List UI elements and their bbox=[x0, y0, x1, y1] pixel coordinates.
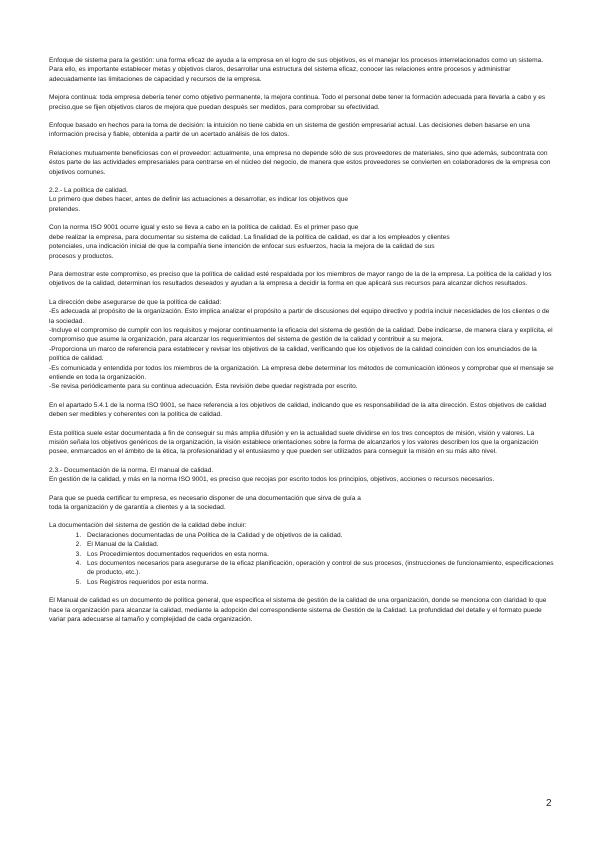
text-line: debe realizar la empresa, para documentar su sistema de calidad. La finalidad de la política de calidad, es dar a los empleados y clientes bbox=[49, 233, 450, 241]
section-documentacion bbox=[49, 466, 555, 485]
paragraph-certificar bbox=[49, 494, 555, 513]
text-line: Para que se pueda certificar tu empresa, es necesario disponer de una documentación que sirva de guía a bbox=[49, 494, 361, 502]
text-line: Con la norma ISO 9001 ocurre igual y esto se lleva a cabo en la política de calidad. Es el primer paso que bbox=[49, 224, 359, 232]
list-item: 2. El Manual de la Calidad. bbox=[83, 540, 555, 549]
direccion-item: -Es adecuada al propósito de la organización. Esto implica analizar el propósito a partir de discusiones del equipo directivo y podría incluir necesidades de los clientes o de la sociedad. bbox=[49, 308, 550, 325]
section-heading-2-2: 2.2.- La política de calidad. bbox=[49, 187, 128, 195]
paragraph-enfoque-sistema: Enfoque de sistema para la gestión: una forma eficaz de ayuda a la empresa en el logro de sus objetivos, es el manejar los procesos interrelacionados como un sistema. Para ello, es importante establecer metas y objetivos claros, desarrollar una estructura del sistema eficaz, conocer las relaciones entre procesos y administrar adecuadamente las limitaciones de capacidad y recursos de la empresa. bbox=[49, 57, 544, 83]
paragraph-iso-9001 bbox=[49, 223, 555, 261]
list-item: 3. Los Procedimientos documentados requeridos en esta norma. bbox=[83, 550, 555, 559]
direccion-item: -Incluye el compromiso de cumplir con los requisitos y mejorar continuamente la eficacia del sistema de gestión de la calidad. Debe indicarse, de manera clara y explícita, el compromiso que asume la organización, para alcanzar los requerimientos del sistema de gestión de la calidad y contribuir a su mejora. bbox=[49, 326, 553, 344]
paragraph-direccion bbox=[49, 298, 555, 392]
section-heading-2-3: 2.3.- Documentación de la norma. El manual de calidad. bbox=[49, 466, 214, 474]
list-item: 5. Los Registros requeridos por esta norma. bbox=[83, 578, 555, 587]
text-line: Lo primero que debes hacer, antes de definir las actuaciones a desarrollar, es indicar los objetivos que bbox=[49, 196, 349, 204]
section-politica-calidad-intro bbox=[49, 186, 555, 214]
document-body bbox=[49, 56, 555, 634]
list-intro: La documentación del sistema de gestión de la calidad debe incluir: bbox=[49, 522, 247, 530]
page-number: 2 bbox=[546, 798, 552, 809]
paragraph-mision-vision-valores: Esta política suele estar documentada a fin de conseguir su más amplia difusión y en la actualidad suele dividirse en los tres conceptos de misión, visión y valores. La misión señala los objetivos genéricos de la organización, la visión establece orientaciones sobre la forma de alcanzarlos y los valores describen los que la organización posee, enmarcados en el ámbito de la ética, la profesionalidad y el entusiasmo y que pueden ser utilizados para conseguir la misión en su más alto nivel. bbox=[49, 429, 539, 456]
paragraph-relaciones-proveedor: Relaciones mutuamente beneficiosas con el proveedor: actualmente, una empresa no depende sólo de sus proveedores de materiales, sino que además, subcontrata con éstos parte de las actividades empresariales para centrarse en el núcleo del negocio, de manera que estos proveedores se convierten en colaboradores de la empresa con objetivos comunes. bbox=[49, 149, 551, 176]
documentacion-body: En gestión de la calidad, y más en la norma ISO 9001, es preciso que recojas por escrito todos los principios, objetivos, acciones o recursos necesarios. bbox=[49, 476, 495, 484]
direccion-item: -Proporciona un marco de referencia para establecer y revisar los objetivos de la calidad, verificando que los objetivos de la calidad coinciden con los enunciados de la política de calidad. bbox=[49, 345, 537, 363]
direccion-item: -Se revisa periódicamente para su continua adecuación. Esta revisión debe quedar registrada por escrito. bbox=[49, 383, 358, 391]
list-item: 4. Los documentos necesarios para asegurarse de la eficaz planificación, operación y control de sus procesos, (instrucciones de funcionamiento, especificaciones de producto, etc.). bbox=[83, 559, 555, 578]
documentation-list bbox=[49, 531, 555, 587]
paragraph-apartado-541: En el apartado 5.4.1 de la norma ISO 9001, se hace referencia a los objetivos de calidad, indicando que es responsabilidad de la alta dirección. Estos objetivos de calidad deben ser medibles y coherentes con la política de calidad. bbox=[49, 401, 547, 419]
direccion-intro: La dirección debe asegurarse de que la política de calidad: bbox=[49, 298, 222, 306]
text-line: pretendes. bbox=[49, 205, 81, 213]
paragraph-mejora-continua: Mejora continua: toda empresa debería tener como objetivo permanente, la mejora continua. Todo el personal debe tener la formación adecuada para llevarla a cabo y es preciso,que se fijen objetivos claros de mejora que puedan después ser medidos, para comprobar su efectividad. bbox=[49, 94, 546, 111]
direccion-item: -Es comunicada y entendida por todos los miembros de la organización. La empresa debe determinar los métodos de comunicación idóneos y comprobar que el mensaje se entiende en toda la organización. bbox=[49, 364, 554, 381]
paragraph-compromiso: Para demostrar este compromiso, es preciso que la política de calidad esté respaldada por los miembros de mayor rango de la de la empresa. La política de la calidad y los objetivos de la calidad, determinan los resultados deseados y ayudan a la empresa a decidir la forma en que aplicará sus recursos para alcanzar dichos resultados. bbox=[49, 270, 552, 288]
text-line: potenciales, una indicación inicial de que la compañía tiene intención de enfocar sus esfuerzos, hacia la mejora de la calidad de sus bbox=[49, 243, 435, 251]
documentation-list-block bbox=[49, 521, 555, 587]
paragraph-enfoque-hechos: Enfoque basado en hechos para la toma de decisión: la intuición no tiene cabida en un sistema de gestión empresarial actual. Las decisiones deben basarse en una información precisa y fiable, obtenida a partir de un acertado análisis de los datos. bbox=[49, 122, 530, 139]
list-item: 1. Declaraciones documentadas de una Política de la Calidad y de objetivos de la calidad. bbox=[83, 531, 555, 540]
text-line: toda la organización y de garantía a clientes y a la sociedad. bbox=[49, 504, 226, 512]
text-line: procesos y productos. bbox=[49, 252, 114, 260]
paragraph-manual-calidad: El Manual de calidad es un documento de política general, que especifica el sistema de gestión de la calidad de una organización, donde se menciona con claridad lo que hace la organización para alcanzar la calidad, mediante la adopción del correspondiente sistema de Gestión de la Calidad. La profundidad del detalle y el formato puede variar para adecuarse al tamaño y complejidad de cada organización. bbox=[49, 597, 547, 624]
